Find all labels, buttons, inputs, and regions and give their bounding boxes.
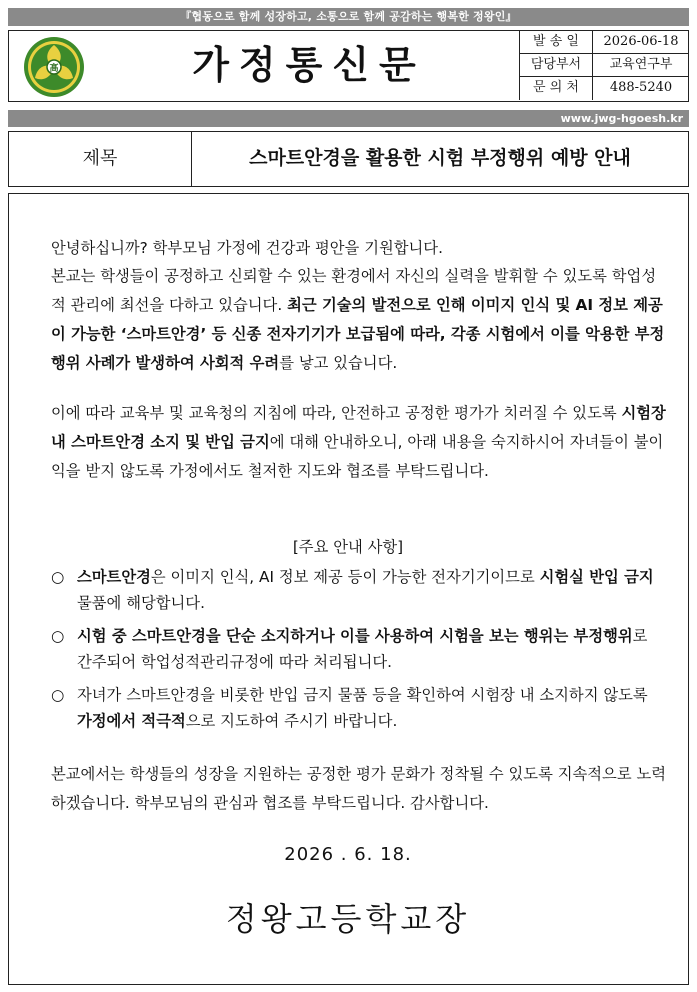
- meta-value: 2026-06-18: [603, 34, 679, 49]
- subject-label: 제목: [9, 132, 192, 186]
- emphasis-text: 시험 중 스마트안경을 단순 소지하거나 이를 사용하여 시험을 보는 행위는 부정행위: [77, 627, 633, 645]
- meta-table: [519, 31, 689, 100]
- meta-row-contact: [520, 77, 689, 100]
- subject-title: 스마트안경을 활용한 시험 부정행위 예방 안내: [249, 147, 631, 169]
- signer-name: 정왕고등학교장: [225, 900, 471, 938]
- meta-row-dept: [520, 54, 689, 77]
- text: 물품에 해당합니다.: [77, 594, 205, 612]
- meta-row-date: [520, 31, 689, 54]
- school-emblem-icon: [23, 36, 85, 98]
- text: 으로 지도하여 주시기 바랍니다.: [185, 712, 398, 730]
- issue-date: 2026 . 6. 18.: [284, 844, 412, 865]
- text: 로 간주되어 학업성적관리규정에 따라 처리됩니다.: [77, 627, 648, 671]
- meta-value: 교육연구부: [609, 57, 673, 72]
- text: 를 낳고 있습니다.: [279, 354, 398, 372]
- greeting-paragraph: 안녕하십니까? 학부모님 가정에 건강과 평안을 기원합니다.: [51, 239, 443, 257]
- meta-key: 발 송 일: [520, 31, 593, 53]
- slogan-bar: 『협동으로 함께 성장하고, 소통으로 함께 공감하는 행복한 정왕인』: [8, 8, 689, 26]
- notice-list: [51, 564, 667, 741]
- website-url[interactable]: www.jwg-hgoesh.kr: [8, 110, 689, 127]
- letter-header: [8, 30, 689, 102]
- text: 자녀가 스마트안경을 비롯한 반입 금지 물품 등을 확인하여 시험장 내 소지하지 않도록: [77, 686, 648, 704]
- emphasis-text: 시험장 내 스마트안경 소지 및 반입 금지: [51, 404, 666, 451]
- list-item: [51, 623, 667, 675]
- guidance-paragraph: [51, 399, 667, 486]
- emphasis-text: 최근 기술의 발전으로 인해 이미지 인식 및 AI 정보 제공이 가능한 ‘스마트안경’ 등 신종 전자기기가 보급됨에 따라, 각종 시험에서 이를 악용한 부정행위 사례가 발생하여 사회적 우려: [51, 296, 665, 372]
- meta-value: 488-5240: [609, 80, 673, 95]
- emphasis-text: 가정에서 적극적: [77, 712, 186, 730]
- list-item: [51, 564, 667, 616]
- list-item: [51, 682, 667, 734]
- text: 은 이미지 인식, AI 정보 제공 등이 가능한 전자기기이므로: [150, 568, 540, 586]
- circle-bullet-icon: ○: [51, 686, 65, 704]
- notice-heading: [주요 안내 사항]: [292, 538, 404, 556]
- svg-text:高: 高: [49, 64, 59, 74]
- intro-paragraph: [51, 262, 667, 378]
- subject-box: [8, 131, 689, 187]
- emphasis-text: 시험실 반입 금지: [539, 568, 654, 586]
- emphasis-text: 스마트안경: [77, 568, 151, 586]
- document-title: 가정통신문: [192, 43, 426, 87]
- circle-bullet-icon: ○: [51, 568, 65, 586]
- text: 이에 따라 교육부 및 교육청의 지침에 따라, 안전하고 공정한 평가가 치러질 수 있도록: [51, 404, 622, 422]
- text: 에 대해 안내하오니, 아래 내용을 숙지하시어 자녀들이 불이익을 받지 않도록 가정에서도 철저한 지도와 협조를 부탁드립니다.: [51, 433, 664, 480]
- meta-key: 담당부서: [520, 54, 593, 76]
- text: 본교는 학생들이 공정하고 신뢰할 수 있는 환경에서 자신의 실력을 발휘할 수 있도록 학업성적 관리에 최선을 다하고 있습니다.: [51, 267, 657, 314]
- meta-key: 문 의 처: [520, 77, 593, 100]
- closing-paragraph: 본교에서는 학생들의 성장을 지원하는 공정한 평가 문화가 정착될 수 있도록 지속적으로 노력하겠습니다. 학부모님의 관심과 협조를 부탁드립니다. 감사합니다.: [51, 765, 667, 812]
- letter-body: [8, 193, 689, 985]
- circle-bullet-icon: ○: [51, 627, 65, 645]
